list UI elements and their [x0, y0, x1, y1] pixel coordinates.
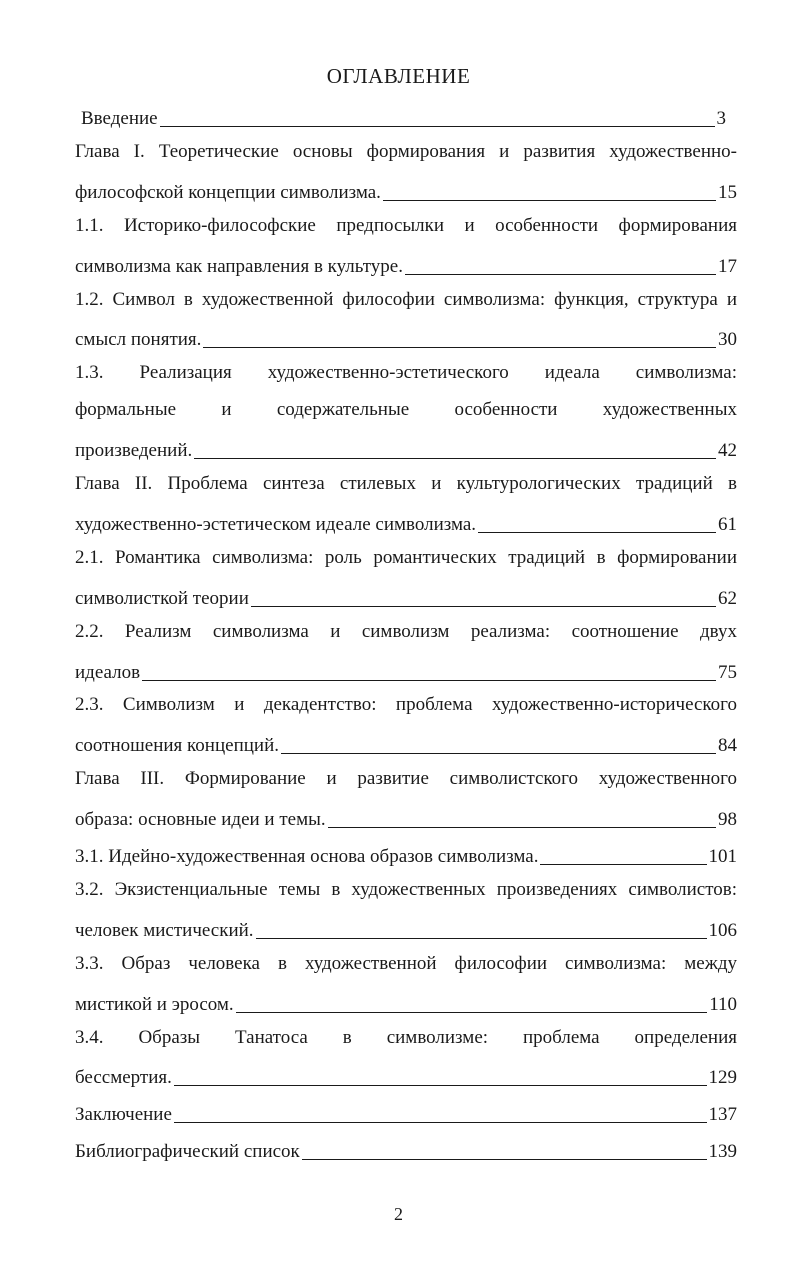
- toc-leader-line: [328, 827, 716, 828]
- toc-entry-line: [75, 768, 737, 794]
- toc-entry-text: формальные и содержательные особенности художественных: [75, 399, 737, 420]
- toc-entry-line: [75, 399, 737, 425]
- toc-entry-line: [75, 879, 737, 905]
- toc-entry-line: [75, 141, 737, 167]
- toc-leader-line: [540, 864, 706, 865]
- toc-entry-text: Глава II. Проблема синтеза стилевых и культурологических традиций в: [75, 473, 737, 494]
- toc-entry-line: [75, 731, 737, 757]
- toc-entry-text: 3.3. Образ человека в художественной философии символизма: между: [75, 953, 737, 974]
- toc-page-number: 137: [708, 1104, 737, 1125]
- toc-page-number: 42: [718, 440, 737, 461]
- toc-entry-line: [75, 621, 737, 647]
- toc-page-number: 106: [708, 920, 737, 941]
- toc-entry-text: произведений.: [75, 440, 193, 461]
- toc-entry-text: символисткой теории: [75, 588, 249, 609]
- toc-entry-text: 3.2. Экзистенциальные темы в художественных произведениях символистов:: [75, 879, 737, 900]
- toc-entry-text: Введение: [81, 108, 158, 129]
- toc-entry-line: [75, 658, 737, 684]
- toc-leader-line: [194, 458, 716, 459]
- toc-entry-line: [75, 990, 737, 1016]
- toc-page-number: 129: [708, 1067, 737, 1088]
- toc-entry-text: Глава I. Теоретические основы формирования и развития художественно-: [75, 141, 737, 162]
- toc-page-number: 61: [718, 514, 737, 535]
- toc-entry-line: [75, 584, 737, 610]
- toc-entry-line: [75, 362, 737, 388]
- toc-entry-line: [75, 694, 737, 720]
- toc-leader-line: [174, 1085, 707, 1086]
- toc-entry-line: [75, 473, 737, 499]
- toc-page-number: 17: [718, 256, 737, 277]
- toc-page-number: 110: [709, 994, 737, 1015]
- toc-leader-line: [256, 938, 707, 939]
- toc-page-number: 15: [718, 182, 737, 203]
- toc-entry-text: Глава III. Формирование и развитие символистского художественного: [75, 768, 737, 789]
- toc-entry-text: художественно-эстетическом идеале символизма.: [75, 514, 477, 535]
- toc-leader-line: [302, 1159, 707, 1160]
- toc-entry-text: мистикой и эросом.: [75, 994, 234, 1015]
- toc-entry-line: [75, 436, 737, 462]
- toc-entry-text: Заключение: [75, 1104, 172, 1125]
- toc-entry-text: Библиографический список: [75, 1141, 300, 1162]
- toc-entry-text: 1.2. Символ в художественной философии символизма: функция, структура и: [75, 289, 737, 310]
- toc-entry-text: 3.1. Идейно-художественная основа образов символизма.: [75, 846, 539, 867]
- toc-entry-line: [75, 916, 737, 942]
- toc-page-number: 98: [718, 809, 737, 830]
- toc-entry-line: [75, 1137, 737, 1163]
- toc-leader-line: [174, 1122, 707, 1123]
- toc-leader-line: [236, 1012, 708, 1013]
- page-number: 2: [394, 1204, 403, 1224]
- toc-entry-text: философской концепции символизма.: [75, 182, 381, 203]
- toc-leader-line: [281, 753, 716, 754]
- toc-page-number: 84: [718, 735, 737, 756]
- toc-entry-line: [75, 1027, 737, 1053]
- toc-entry-line: [75, 842, 737, 868]
- toc-title: ОГЛАВЛЕНИЕ: [326, 64, 471, 88]
- toc-leader-line: [383, 200, 716, 201]
- toc-page-number: 3: [716, 108, 726, 129]
- toc-entry-text: человек мистический.: [75, 920, 254, 941]
- toc-page-number: 30: [718, 329, 737, 350]
- toc-entry-text: соотношения концепций.: [75, 735, 279, 756]
- toc-leader-line: [203, 347, 716, 348]
- toc-entry-text: идеалов: [75, 662, 141, 683]
- toc-leader-line: [251, 606, 716, 607]
- toc-entry-text: бессмертия.: [75, 1067, 172, 1088]
- toc-leader-line: [405, 274, 716, 275]
- toc-entry-line: [75, 805, 737, 831]
- toc-entry-text: 2.2. Реализм символизма и символизм реализма: соотношение двух: [75, 621, 737, 642]
- toc-entry-text: образа: основные идеи и темы.: [75, 809, 326, 830]
- toc-page-number: 139: [708, 1141, 737, 1162]
- toc-entry-text: смысл понятия.: [75, 329, 202, 350]
- toc-entry-line: [75, 1063, 737, 1089]
- toc-entry-line: [75, 289, 737, 315]
- toc-entry-text: 2.1. Романтика символизма: роль романтических традиций в формировании: [75, 547, 737, 568]
- toc-page-number: 75: [718, 662, 737, 683]
- toc-entry-line: [75, 953, 737, 979]
- toc-leader-line: [160, 126, 715, 127]
- toc-entry-line: [75, 1100, 737, 1126]
- toc-page-number: 101: [708, 846, 737, 867]
- toc-entry-line: [75, 547, 737, 573]
- toc-entry-line: [75, 215, 737, 241]
- toc-entry-text: 1.1. Историко-философские предпосылки и особенности формирования: [75, 215, 737, 236]
- toc-page-number: 62: [718, 588, 737, 609]
- toc-entry-line: [75, 178, 737, 204]
- toc-entry-text: 3.4. Образы Танатоса в символизме: проблема определения: [75, 1027, 737, 1048]
- toc-entry-line: [81, 104, 726, 130]
- toc-entry-text: 2.3. Символизм и декадентство: проблема художественно-исторического: [75, 694, 737, 715]
- toc-leader-line: [142, 680, 716, 681]
- toc-entry-text: символизма как направления в культуре.: [75, 256, 403, 277]
- toc-entry-line: [75, 325, 737, 351]
- toc-entry-line: [75, 252, 737, 278]
- toc-entry-text: 1.3. Реализация художественно-эстетического идеала символизма:: [75, 362, 737, 383]
- toc-leader-line: [478, 532, 716, 533]
- toc-entry-line: [75, 510, 737, 536]
